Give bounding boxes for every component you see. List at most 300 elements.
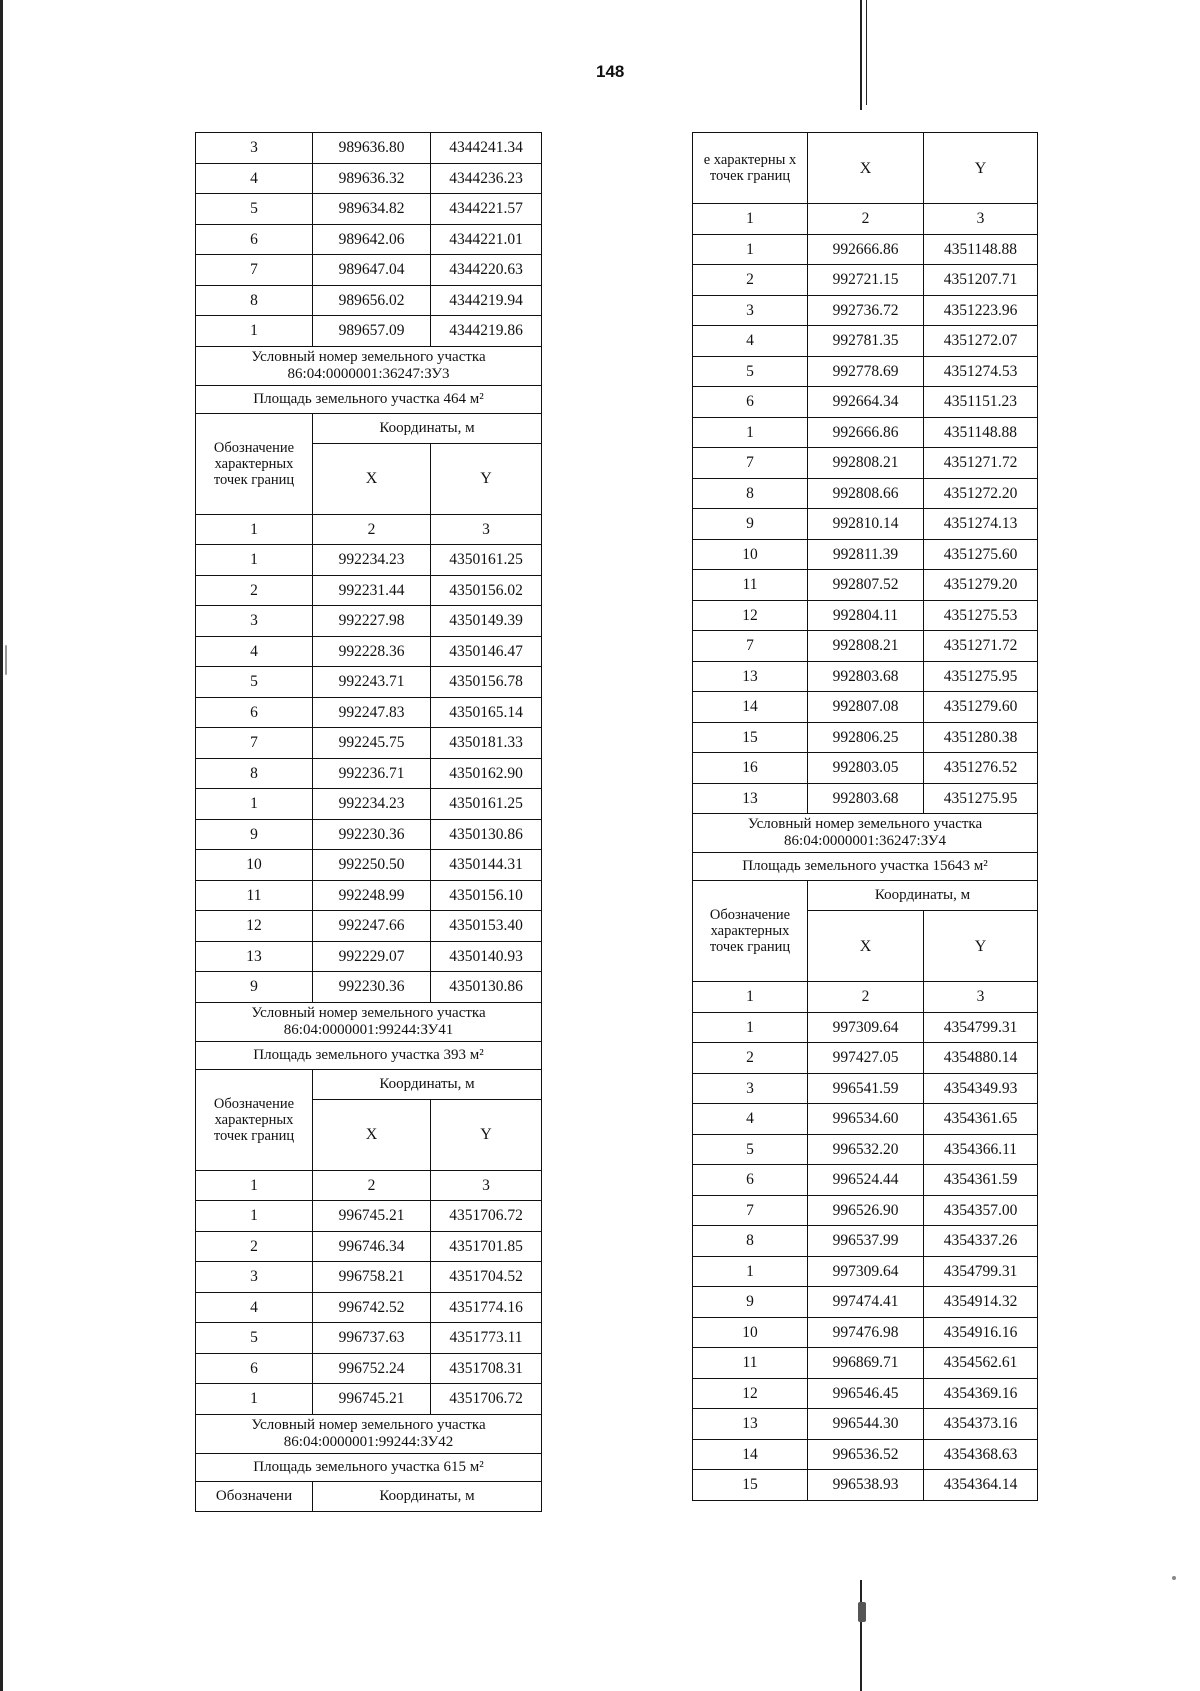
point-number-cell: 3	[693, 1073, 808, 1104]
header-row	[196, 1481, 542, 1511]
table-row	[693, 265, 1038, 296]
point-number-cell: 15	[693, 1470, 808, 1501]
x-coordinate-cell: 997474.41	[808, 1287, 924, 1318]
x-coordinate-cell: 992806.25	[808, 722, 924, 753]
point-number-cell: 3	[196, 133, 313, 164]
y-coordinate-cell: 4351272.07	[924, 326, 1038, 357]
point-number-cell: 6	[196, 224, 313, 255]
x-coordinate-cell: 992231.44	[313, 575, 431, 606]
y-coordinate-cell: 4350130.86	[431, 819, 542, 850]
x-coordinate-cell: 989634.82	[313, 194, 431, 225]
y-coordinate-cell: 4354337.26	[924, 1226, 1038, 1257]
scan-speck	[1172, 1576, 1176, 1580]
table-row	[196, 285, 542, 316]
point-number-cell: 13	[693, 1409, 808, 1440]
point-number-cell: 4	[196, 636, 313, 667]
point-number-cell: 6	[196, 697, 313, 728]
point-number-cell: 6	[693, 387, 808, 418]
x-coordinate-cell: 996536.52	[808, 1439, 924, 1470]
x-coordinate-cell: 992243.71	[313, 667, 431, 698]
table-row	[693, 1470, 1038, 1501]
y-coordinate-cell: 4344219.94	[431, 285, 542, 316]
column-number-row	[196, 514, 542, 545]
point-number-cell: 7	[196, 255, 313, 286]
x-coordinate-cell: 992808.21	[808, 631, 924, 662]
x-coordinate-cell: 992230.36	[313, 819, 431, 850]
y-coordinate-cell: 4351148.88	[924, 234, 1038, 265]
y-coordinate-cell: 4351706.72	[431, 1201, 542, 1232]
y-coordinate-cell: 4350130.86	[431, 972, 542, 1003]
right-coordinates-table	[692, 132, 1038, 1501]
y-coordinate-cell: 4351773.11	[431, 1323, 542, 1354]
column-number-cell: 1	[196, 514, 313, 545]
table-row	[693, 448, 1038, 479]
x-coordinate-cell: 992248.99	[313, 880, 431, 911]
scan-fold-line	[866, 0, 867, 105]
x-coordinate-cell: 992666.86	[808, 234, 924, 265]
point-number-cell: 2	[693, 1043, 808, 1074]
x-coordinate-cell: 997309.64	[808, 1012, 924, 1043]
y-coordinate-cell: 4350156.10	[431, 880, 542, 911]
table-row	[693, 1409, 1038, 1440]
point-number-cell: 12	[196, 911, 313, 942]
y-coordinate-cell: 4351701.85	[431, 1231, 542, 1262]
table-row	[196, 789, 542, 820]
designation-header-cell: Обозначение характерных точек границ	[693, 881, 808, 982]
point-number-cell: 4	[196, 163, 313, 194]
y-coordinate-cell: 4351704.52	[431, 1262, 542, 1293]
y-coordinate-cell: 4344241.34	[431, 133, 542, 164]
header-row	[196, 413, 542, 443]
table-row	[196, 697, 542, 728]
parcel-area-row	[196, 1041, 542, 1069]
point-number-cell: 4	[196, 1292, 313, 1323]
point-number-cell: 13	[693, 661, 808, 692]
y-coordinate-cell: 4351272.20	[924, 478, 1038, 509]
table-row	[196, 606, 542, 637]
table-row	[196, 1353, 542, 1384]
x-coordinate-cell: 992803.05	[808, 753, 924, 784]
scan-edge-line	[0, 0, 3, 1691]
y-header-cell: Y	[431, 443, 542, 514]
x-header-cell: X	[313, 443, 431, 514]
x-coordinate-cell: 992236.71	[313, 758, 431, 789]
y-coordinate-cell: 4354361.65	[924, 1104, 1038, 1135]
table-row	[196, 133, 542, 164]
parcel-area-row	[196, 385, 542, 413]
designation-header-cell: Обозначени	[196, 1481, 313, 1511]
point-number-cell: 6	[693, 1165, 808, 1196]
right-coordinates-column	[692, 132, 1037, 1501]
table-row	[196, 667, 542, 698]
x-coordinate-cell: 996524.44	[808, 1165, 924, 1196]
designation-header-cell: Обозначение характерных точек границ	[196, 1069, 313, 1170]
x-coordinate-cell: 992230.36	[313, 972, 431, 1003]
x-coordinate-cell: 992736.72	[808, 295, 924, 326]
x-coordinate-cell: 992781.35	[808, 326, 924, 357]
point-number-cell: 9	[196, 972, 313, 1003]
x-coordinate-cell: 989656.02	[313, 285, 431, 316]
scan-fold-line	[860, 1580, 862, 1691]
point-number-cell: 3	[196, 1262, 313, 1293]
y-coordinate-cell: 4354366.11	[924, 1134, 1038, 1165]
table-row	[196, 972, 542, 1003]
y-coordinate-cell: 4354361.59	[924, 1165, 1038, 1196]
x-coordinate-cell: 996752.24	[313, 1353, 431, 1384]
y-coordinate-cell: 4351275.53	[924, 600, 1038, 631]
x-coordinate-cell: 992804.11	[808, 600, 924, 631]
table-row	[196, 728, 542, 759]
table-row	[693, 661, 1038, 692]
y-coordinate-cell: 4351274.53	[924, 356, 1038, 387]
column-number-cell: 3	[431, 1170, 542, 1201]
y-coordinate-cell: 4350165.14	[431, 697, 542, 728]
parcel-cadastral-code: 86:04:0000001:99244:ЗУ42	[283, 1433, 454, 1450]
x-coordinate-cell: 992234.23	[313, 789, 431, 820]
parcel-number-row	[196, 346, 542, 385]
point-number-cell: 1	[196, 545, 313, 576]
table-row	[693, 539, 1038, 570]
point-number-cell: 1	[196, 1201, 313, 1232]
table-row	[693, 295, 1038, 326]
y-coordinate-cell: 4344221.57	[431, 194, 542, 225]
table-row	[196, 819, 542, 850]
x-coordinate-cell: 992228.36	[313, 636, 431, 667]
table-row	[196, 575, 542, 606]
parcel-number-cell	[196, 1002, 542, 1041]
point-number-cell: 10	[196, 850, 313, 881]
y-coordinate-cell: 4351275.60	[924, 539, 1038, 570]
table-row	[196, 1262, 542, 1293]
x-coordinate-cell: 992666.86	[808, 417, 924, 448]
table-row	[693, 722, 1038, 753]
table-row	[196, 758, 542, 789]
point-number-cell: 1	[693, 417, 808, 448]
table-row	[693, 387, 1038, 418]
x-coordinate-cell: 996745.21	[313, 1201, 431, 1232]
x-coordinate-cell: 997309.64	[808, 1256, 924, 1287]
y-coordinate-cell: 4351207.71	[924, 265, 1038, 296]
x-coordinate-cell: 996537.99	[808, 1226, 924, 1257]
x-coordinate-cell: 996526.90	[808, 1195, 924, 1226]
point-number-cell: 5	[196, 667, 313, 698]
scan-speck	[5, 645, 7, 675]
point-number-cell: 13	[693, 783, 808, 814]
y-coordinate-cell: 4354799.31	[924, 1012, 1038, 1043]
x-coordinate-cell: 992664.34	[808, 387, 924, 418]
point-number-cell: 2	[693, 265, 808, 296]
y-coordinate-cell: 4351274.13	[924, 509, 1038, 540]
point-number-cell: 8	[693, 1226, 808, 1257]
y-coordinate-cell: 4354916.16	[924, 1317, 1038, 1348]
x-coordinate-cell: 996737.63	[313, 1323, 431, 1354]
x-coordinate-cell: 992229.07	[313, 941, 431, 972]
point-number-cell: 1	[196, 789, 313, 820]
x-coordinate-cell: 989636.32	[313, 163, 431, 194]
table-row	[693, 509, 1038, 540]
table-row	[196, 850, 542, 881]
table-row	[693, 478, 1038, 509]
header-row	[693, 881, 1038, 911]
y-coordinate-cell: 4351706.72	[431, 1384, 542, 1415]
y-coordinate-cell: 4351280.38	[924, 722, 1038, 753]
x-coordinate-cell: 992808.21	[808, 448, 924, 479]
table-row	[693, 1134, 1038, 1165]
y-coordinate-cell: 4351279.20	[924, 570, 1038, 601]
left-coordinates-column	[195, 132, 541, 1512]
x-coordinate-cell: 996546.45	[808, 1378, 924, 1409]
x-coordinate-cell: 996742.52	[313, 1292, 431, 1323]
point-number-cell: 5	[196, 194, 313, 225]
column-number-cell: 2	[808, 204, 924, 235]
point-number-cell: 9	[196, 819, 313, 850]
x-coordinate-cell: 996534.60	[808, 1104, 924, 1135]
page-number: 148	[596, 62, 625, 81]
y-coordinate-cell: 4344219.86	[431, 316, 542, 347]
column-number-cell: 2	[313, 1170, 431, 1201]
x-coordinate-cell: 992811.39	[808, 539, 924, 570]
header-row	[196, 1069, 542, 1099]
point-number-cell: 8	[693, 478, 808, 509]
x-coordinate-cell: 996532.20	[808, 1134, 924, 1165]
y-coordinate-cell: 4354364.14	[924, 1470, 1038, 1501]
point-number-cell: 10	[693, 1317, 808, 1348]
point-number-cell: 8	[196, 285, 313, 316]
y-coordinate-cell: 4351276.52	[924, 753, 1038, 784]
parcel-area-cell: Площадь земельного участка 393 м²	[196, 1041, 542, 1069]
column-number-cell: 3	[924, 982, 1038, 1013]
table-row	[196, 636, 542, 667]
designation-header-cell: е характерны х точек границ	[693, 133, 808, 204]
parcel-number-cell	[693, 814, 1038, 853]
x-coordinate-cell: 992250.50	[313, 850, 431, 881]
point-number-cell: 11	[196, 880, 313, 911]
point-number-cell: 7	[693, 631, 808, 662]
parcel-area-cell: Площадь земельного участка 15643 м²	[693, 853, 1038, 881]
x-header-cell: X	[808, 133, 924, 204]
y-coordinate-cell: 4350146.47	[431, 636, 542, 667]
x-coordinate-cell: 992803.68	[808, 783, 924, 814]
x-header-cell: X	[313, 1099, 431, 1170]
parcel-number-row	[196, 1002, 542, 1041]
point-number-cell: 9	[693, 509, 808, 540]
x-coordinate-cell: 992234.23	[313, 545, 431, 576]
table-row	[693, 1378, 1038, 1409]
y-header-cell: Y	[924, 133, 1038, 204]
y-coordinate-cell: 4351774.16	[431, 1292, 542, 1323]
y-coordinate-cell: 4351279.60	[924, 692, 1038, 723]
x-coordinate-cell: 992807.08	[808, 692, 924, 723]
y-coordinate-cell: 4350156.02	[431, 575, 542, 606]
table-row	[693, 1073, 1038, 1104]
point-number-cell: 4	[693, 326, 808, 357]
point-number-cell: 1	[196, 1384, 313, 1415]
point-number-cell: 15	[693, 722, 808, 753]
table-row	[196, 1323, 542, 1354]
column-number-cell: 2	[808, 982, 924, 1013]
parcel-area-row	[196, 1453, 542, 1481]
parcel-cadastral-code: 86:04:0000001:36247:ЗУ3	[287, 365, 450, 382]
point-number-cell: 6	[196, 1353, 313, 1384]
x-coordinate-cell: 992245.75	[313, 728, 431, 759]
column-number-cell: 1	[693, 204, 808, 235]
y-coordinate-cell: 4354373.16	[924, 1409, 1038, 1440]
column-number-row	[693, 204, 1038, 235]
designation-header-cell: Обозначение характерных точек границ	[196, 413, 313, 514]
coordinates-header-cell: Координаты, м	[313, 413, 542, 443]
point-number-cell: 11	[693, 1348, 808, 1379]
point-number-cell: 14	[693, 1439, 808, 1470]
point-number-cell: 5	[693, 1134, 808, 1165]
point-number-cell: 7	[693, 1195, 808, 1226]
x-coordinate-cell: 996758.21	[313, 1262, 431, 1293]
table-row	[196, 911, 542, 942]
parcel-number-row	[693, 814, 1038, 853]
y-coordinate-cell: 4351275.95	[924, 661, 1038, 692]
point-number-cell: 7	[196, 728, 313, 759]
y-coordinate-cell: 4351275.95	[924, 783, 1038, 814]
table-row	[693, 1256, 1038, 1287]
table-row	[693, 753, 1038, 784]
y-coordinate-cell: 4344221.01	[431, 224, 542, 255]
column-number-row	[196, 1170, 542, 1201]
y-coordinate-cell: 4351151.23	[924, 387, 1038, 418]
parcel-cadastral-code: 86:04:0000001:99244:ЗУ41	[283, 1021, 454, 1038]
y-coordinate-cell: 4344236.23	[431, 163, 542, 194]
x-coordinate-cell: 996745.21	[313, 1384, 431, 1415]
table-row	[196, 880, 542, 911]
y-coordinate-cell: 4354368.63	[924, 1439, 1038, 1470]
point-number-cell: 12	[693, 600, 808, 631]
parcel-area-cell: Площадь земельного участка 464 м²	[196, 385, 542, 413]
table-row	[693, 1287, 1038, 1318]
point-number-cell: 1	[693, 1012, 808, 1043]
x-coordinate-cell: 992721.15	[808, 265, 924, 296]
table-row	[693, 1012, 1038, 1043]
table-row	[693, 1439, 1038, 1470]
x-coordinate-cell: 992808.66	[808, 478, 924, 509]
parcel-number-title: Условный номер земельного участка	[251, 1004, 486, 1021]
y-coordinate-cell: 4354562.61	[924, 1348, 1038, 1379]
table-row	[693, 1348, 1038, 1379]
parcel-area-row	[693, 853, 1038, 881]
parcel-number-title: Условный номер земельного участка	[251, 1416, 486, 1433]
y-coordinate-cell: 4354914.32	[924, 1287, 1038, 1318]
left-coordinates-table	[195, 132, 542, 1512]
parcel-area-cell: Площадь земельного участка 615 м²	[196, 1453, 542, 1481]
point-number-cell: 14	[693, 692, 808, 723]
parcel-number-cell	[196, 1414, 542, 1453]
column-number-cell: 1	[196, 1170, 313, 1201]
table-row	[693, 692, 1038, 723]
parcel-number-row	[196, 1414, 542, 1453]
table-row	[693, 1195, 1038, 1226]
point-number-cell: 12	[693, 1378, 808, 1409]
x-coordinate-cell: 992807.52	[808, 570, 924, 601]
table-row	[693, 326, 1038, 357]
y-coordinate-cell: 4350161.25	[431, 789, 542, 820]
column-number-cell: 3	[431, 514, 542, 545]
y-coordinate-cell: 4350161.25	[431, 545, 542, 576]
x-coordinate-cell: 992247.83	[313, 697, 431, 728]
x-coordinate-cell: 996538.93	[808, 1470, 924, 1501]
point-number-cell: 9	[693, 1287, 808, 1318]
table-row	[196, 545, 542, 576]
table-row	[693, 570, 1038, 601]
x-coordinate-cell: 996746.34	[313, 1231, 431, 1262]
x-coordinate-cell: 992810.14	[808, 509, 924, 540]
y-coordinate-cell: 4354799.31	[924, 1256, 1038, 1287]
table-row	[693, 1043, 1038, 1074]
x-coordinate-cell: 996544.30	[808, 1409, 924, 1440]
column-number-cell: 3	[924, 204, 1038, 235]
y-coordinate-cell: 4350156.78	[431, 667, 542, 698]
x-coordinate-cell: 996541.59	[808, 1073, 924, 1104]
y-header-cell: Y	[431, 1099, 542, 1170]
y-coordinate-cell: 4350149.39	[431, 606, 542, 637]
table-row	[196, 1384, 542, 1415]
y-coordinate-cell: 4351708.31	[431, 1353, 542, 1384]
parcel-number-title: Условный номер земельного участка	[747, 816, 983, 832]
column-number-row	[693, 982, 1038, 1013]
y-coordinate-cell: 4350153.40	[431, 911, 542, 942]
y-coordinate-cell: 4351271.72	[924, 448, 1038, 479]
point-number-cell: 16	[693, 753, 808, 784]
y-coordinate-cell: 4350162.90	[431, 758, 542, 789]
point-number-cell: 7	[693, 448, 808, 479]
point-number-cell: 10	[693, 539, 808, 570]
x-coordinate-cell: 997427.05	[808, 1043, 924, 1074]
y-coordinate-cell: 4350140.93	[431, 941, 542, 972]
y-coordinate-cell: 4351271.72	[924, 631, 1038, 662]
point-number-cell: 2	[196, 575, 313, 606]
x-coordinate-cell: 996869.71	[808, 1348, 924, 1379]
x-coordinate-cell: 992778.69	[808, 356, 924, 387]
y-coordinate-cell: 4354349.93	[924, 1073, 1038, 1104]
point-number-cell: 1	[693, 234, 808, 265]
table-row	[196, 255, 542, 286]
table-row	[693, 356, 1038, 387]
table-row	[196, 194, 542, 225]
coordinates-header-cell: Координаты, м	[313, 1481, 542, 1511]
y-coordinate-cell: 4350181.33	[431, 728, 542, 759]
x-coordinate-cell: 992227.98	[313, 606, 431, 637]
table-row	[196, 1231, 542, 1262]
x-coordinate-cell: 992803.68	[808, 661, 924, 692]
x-coordinate-cell: 992247.66	[313, 911, 431, 942]
point-number-cell: 13	[196, 941, 313, 972]
table-row	[196, 224, 542, 255]
x-header-cell: X	[808, 911, 924, 982]
y-coordinate-cell: 4354357.00	[924, 1195, 1038, 1226]
table-row	[693, 600, 1038, 631]
column-number-cell: 1	[693, 982, 808, 1013]
parcel-number-cell	[196, 346, 542, 385]
point-number-cell: 1	[693, 1256, 808, 1287]
continued-header-row	[693, 133, 1038, 204]
table-row	[693, 234, 1038, 265]
y-coordinate-cell: 4351223.96	[924, 295, 1038, 326]
table-row	[693, 1226, 1038, 1257]
table-row	[196, 941, 542, 972]
point-number-cell: 1	[196, 316, 313, 347]
table-row	[693, 417, 1038, 448]
point-number-cell: 4	[693, 1104, 808, 1135]
table-row	[196, 163, 542, 194]
table-row	[693, 783, 1038, 814]
point-number-cell: 8	[196, 758, 313, 789]
x-coordinate-cell: 989642.06	[313, 224, 431, 255]
